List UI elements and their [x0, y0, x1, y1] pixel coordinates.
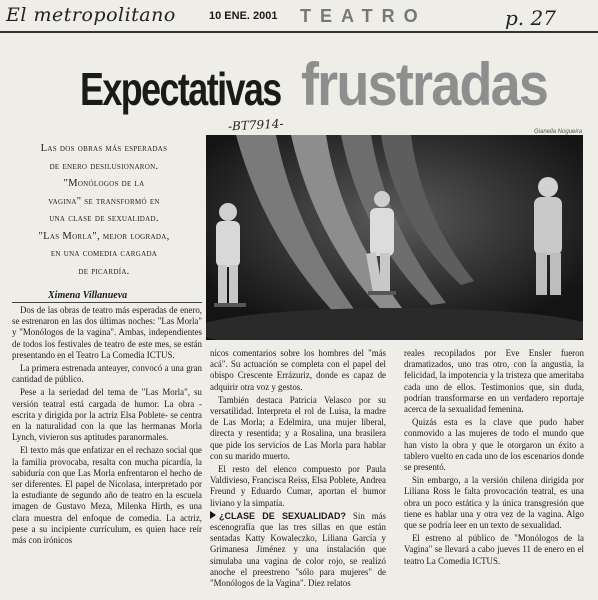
headline-part2: frustradas	[301, 51, 548, 118]
paragraph: La primera estrenada anteayer, convocó a una gran cantidad de público.	[12, 363, 202, 385]
subhead-paragraph	[210, 511, 386, 589]
paragraph: También destaca Patricia Velasco por su versatilidad. Interpreta el rol de Luisa, la madre de Las Morla; a Edelmira, una mujer liberal, directa y resentida; y a Rosalina, una brasilera que pide los servicios de Las Morla para hablar con su marido muerto.	[210, 394, 386, 461]
date-stamp: 10 ENE. 2001	[209, 10, 278, 22]
paragraph: El estreno al público de "Monólogos de la Vagina" se llevará a cabo jueves 11 de enero en el teatro La Comedia ICTUS.	[404, 533, 584, 566]
paragraph-text: Sin más escenografía que las tres sillas en que están sentadas Katty Kowaleczko, Liliana García y Grimanesa Jiménez y una instalación que simulaba una vagina de color rojo, se realizó anoche el preestreno "sólo para mujeres" de "Monólogos de la Vagina". Diez relatos	[210, 510, 387, 589]
photo-credit: Gianella Nogueira	[534, 129, 583, 135]
paragraph: Dos de las obras de teatro más esperadas de enero, se estrenaron en las dos últimas noches: "Las Morla" y "Monólogos de la vagina". Ambas, independientes de todos los festivales de teatro de este mes, se están presentando en el Teatro La Comedia ICTUS.	[12, 305, 202, 360]
deck-line: de enero desilusionaron.	[49, 160, 159, 172]
deck-line: en una comedia cargada	[50, 248, 158, 259]
archive-stamp: -BT7914-	[227, 116, 284, 134]
article-column-2	[210, 348, 386, 591]
deck-line: Las dos obras más esperadas	[40, 143, 168, 154]
byline-rule	[12, 302, 202, 303]
paragraph: reales recopilados por Eve Ensler fueron dramatizados, uno tras otro, con la angustia, la felicidad, la impotencia y la tristeza que ameritaba cada uno de ellos. Testimonios que, sin duda, podrían transformarse en un verdadero reportaje acerca de la sexualidad femenina.	[404, 348, 584, 415]
subhead: ¿CLASE DE SEXUALIDAD?	[219, 510, 346, 521]
deck-line: una clase de sexualidad.	[49, 213, 159, 224]
paragraph: Quizás esta es la clave que pudo haber conmovido a las mujeres de todo el mundo que han visto la obra y que le otorgaron un éxito a tablero vuelto en cada uno de los escenarios donde se presentó.	[404, 417, 584, 473]
deck-line: de picardía.	[78, 265, 130, 277]
paragraph: El texto más que enfatizar en el rechazo social que la familia provocaba, resalta con mucha picardía, la sabiduría con que Las Morla enfrentaron el hecho de ser diferentes. El papel de Nicolasa, interpretado por la estudiante de segundo año de teatro en la escuela imagen de Gustavo Meza, Milenka Hirth, es una clara muestra del enfoque de comedia. La actriz, pese a su incipiente currículum, es quien hace reír más con irónicos	[12, 445, 202, 546]
byline: Ximena Villanueva	[48, 290, 128, 301]
page-annotation: p. 27	[505, 6, 556, 30]
paragraph: El resto del elenco compuesto por Paula Valdivieso, Francisca Reiss, Elsa Poblete, Andrea Freund y Eduardo Cumar, aportan el humor liviano y la simpatía.	[210, 464, 386, 508]
paragraph: nicos comentarios sobre los hombres del "más acá". Su actuación se completa con el papel del obispo Crescente Errázuriz, donde es capaz de adquirir otra voz y gestos.	[210, 348, 386, 392]
publication-name: El metropolitano	[6, 4, 176, 26]
deck	[10, 140, 198, 280]
top-rule	[0, 31, 598, 33]
deck-line: "Las Morla", mejor lograda,	[38, 230, 170, 242]
section-label: TEATRO	[300, 6, 427, 26]
article-column-3	[404, 348, 584, 569]
paragraph: Pese a la seriedad del tema de "Las Morla", su versión teatral está cargada de humor. La obra -escrita y dirigida por la actriz Elsa Poblete- se centra en la naturalidad con la que las hermanas Morla Lynch, vivieron sus aptitudes paranormales.	[12, 387, 202, 443]
deck-line: vagina" se transformó en	[48, 195, 160, 207]
article-column-1	[12, 305, 202, 548]
headline	[80, 50, 575, 119]
stage-photo-graphic	[206, 135, 583, 340]
deck-line: "Monólogos de la	[63, 178, 145, 189]
stage-photo	[206, 135, 583, 340]
triangle-bullet-icon	[210, 511, 216, 519]
paragraph: Sin embargo, a la versión chilena dirigida por Liliana Ross le falta provocación teatral, es una obra un poco estática y la única transgresión que tiene es hablar una y otra vez de la vagina. Algo que se podría leer en un texto de sexualidad.	[404, 475, 584, 531]
headline-part1: Expectativas	[80, 63, 281, 115]
